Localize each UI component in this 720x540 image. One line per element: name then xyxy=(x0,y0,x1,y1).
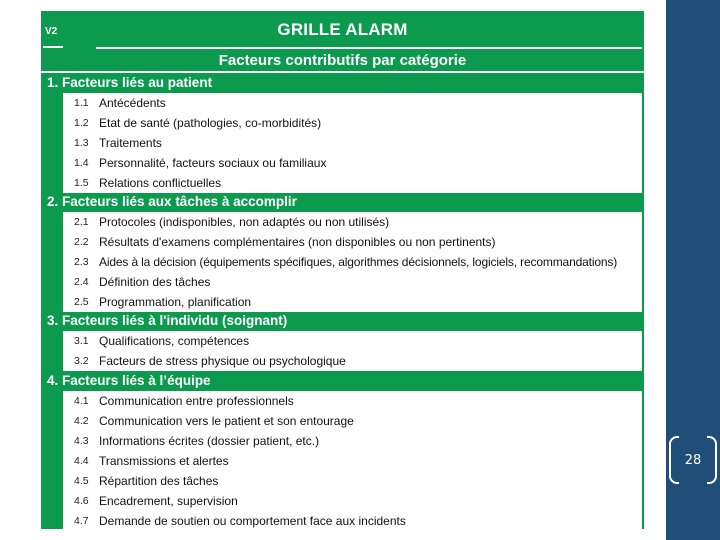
page-number xyxy=(669,436,717,484)
section-header: 3. Facteurs liés à l'individu (soignant) xyxy=(47,313,288,328)
list-item xyxy=(63,491,642,511)
item-number: 1.5 xyxy=(74,177,89,189)
grid-title: GRILLE ALARM xyxy=(277,20,408,39)
item-number: 4.1 xyxy=(74,395,89,407)
version-label: V2 xyxy=(45,26,58,37)
title-row xyxy=(41,11,644,49)
item-text: Personnalité, facteurs sociaux ou familiaux xyxy=(99,156,327,170)
section-items xyxy=(63,391,642,531)
list-item xyxy=(63,113,642,133)
item-text: Répartition des tâches xyxy=(99,474,219,488)
page-number-label: 28 xyxy=(684,452,702,468)
item-text: Demande de soutien ou comportement face aux incidents xyxy=(99,514,406,528)
item-text: Facteurs de stress physique ou psychologique xyxy=(99,354,346,368)
item-number: 4.5 xyxy=(74,475,89,487)
list-item xyxy=(63,391,642,411)
list-item xyxy=(63,351,642,371)
list-item xyxy=(63,153,642,173)
item-number: 1.3 xyxy=(74,137,89,149)
item-number: 3.1 xyxy=(74,335,89,347)
section-header: 4. Facteurs liés à l’équipe xyxy=(47,373,211,388)
list-item xyxy=(63,212,642,232)
list-item xyxy=(63,431,642,451)
item-text: Traitements xyxy=(99,136,162,150)
item-text: Encadrement, supervision xyxy=(99,494,238,508)
item-text: Aides à la décision (équipements spécifiques, algorithmes décisionnels, logiciels, recommandations) xyxy=(99,255,618,269)
item-text: Communication entre professionnels xyxy=(99,394,294,408)
list-item xyxy=(63,93,642,113)
section-tasks xyxy=(41,192,644,312)
divider-long xyxy=(96,47,642,49)
item-text: Transmissions et alertes xyxy=(99,454,229,468)
item-text: Protocoles (indisponibles, non adaptés ou non utilisés) xyxy=(99,215,390,229)
item-text: Relations conflictuelles xyxy=(99,176,222,190)
list-item xyxy=(63,471,642,491)
list-item xyxy=(63,252,642,272)
item-text: Résultats d'examens complémentaires (non disponibles ou non pertinents) xyxy=(99,235,496,249)
item-number: 4.3 xyxy=(74,435,89,447)
item-number: 1.1 xyxy=(74,97,89,109)
item-number: 3.2 xyxy=(74,355,89,367)
item-text: Antécédents xyxy=(99,96,166,110)
item-number: 4.4 xyxy=(74,455,89,467)
list-item xyxy=(63,411,642,431)
divider-short xyxy=(43,46,63,48)
item-text: Etat de santé (pathologies, co-morbidités) xyxy=(99,116,322,130)
list-item xyxy=(63,331,642,351)
item-number: 4.6 xyxy=(74,495,89,507)
bracket-right xyxy=(707,436,717,484)
grid-subtitle: Facteurs contributifs par catégorie xyxy=(218,52,467,69)
bracket-left xyxy=(669,436,679,484)
item-number: 4.2 xyxy=(74,415,89,427)
list-item xyxy=(63,451,642,471)
item-text: Programmation, planification xyxy=(99,295,252,309)
item-number: 4.7 xyxy=(74,515,89,527)
item-number: 2.1 xyxy=(74,216,89,228)
item-number: 1.2 xyxy=(74,117,89,129)
section-header: 1. Facteurs liés au patient xyxy=(47,75,213,90)
list-item xyxy=(63,511,642,531)
item-number: 2.3 xyxy=(74,256,89,268)
alarm-grid xyxy=(41,11,644,529)
list-item xyxy=(63,133,642,153)
section-items xyxy=(63,212,642,312)
item-text: Définition des tâches xyxy=(99,275,211,289)
list-item xyxy=(63,232,642,252)
item-number: 2.2 xyxy=(74,236,89,248)
list-item xyxy=(63,292,642,312)
item-text: Communication vers le patient et son entourage xyxy=(99,414,354,428)
section-header: 2. Facteurs liés aux tâches à accomplir xyxy=(47,194,297,209)
item-number: 1.4 xyxy=(74,157,89,169)
section-patient xyxy=(41,73,644,193)
item-text: Qualifications, compétences xyxy=(99,334,250,348)
section-items xyxy=(63,93,642,193)
item-text: Informations écrites (dossier patient, etc.) xyxy=(99,434,320,448)
section-items xyxy=(63,331,642,371)
list-item xyxy=(63,272,642,292)
item-number: 2.5 xyxy=(74,296,89,308)
section-individual xyxy=(41,311,644,371)
item-number: 2.4 xyxy=(74,276,89,288)
list-item xyxy=(63,173,642,193)
section-team xyxy=(41,371,644,531)
